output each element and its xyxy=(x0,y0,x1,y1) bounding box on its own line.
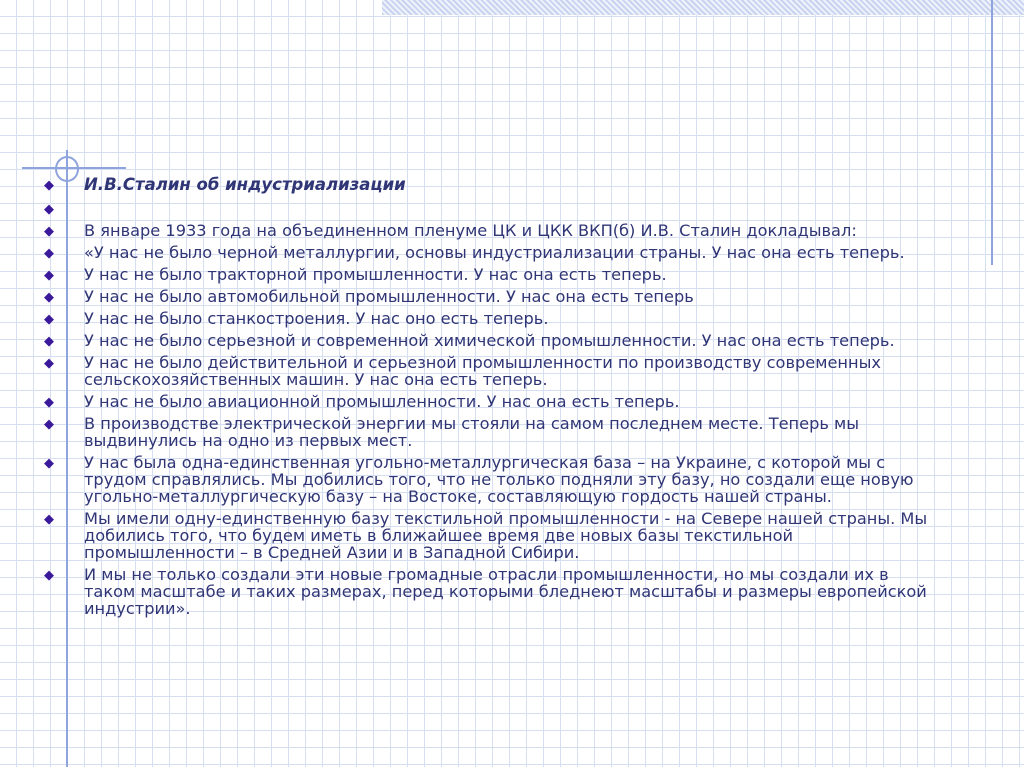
list-item-text: У нас не было тракторной промышленности. У нас она есть теперь. xyxy=(84,265,667,284)
title-text: И.В.Сталин об индустриализации xyxy=(84,175,406,194)
list-item xyxy=(44,222,944,239)
list-item-text xyxy=(84,200,944,217)
list-item xyxy=(44,244,944,261)
list-item xyxy=(44,200,944,217)
list-item xyxy=(44,310,944,327)
diamond-bullet-icon: ◆ xyxy=(44,512,54,527)
diamond-bullet-icon: ◆ xyxy=(44,395,54,410)
diamond-bullet-icon: ◆ xyxy=(44,356,54,371)
diamond-bullet-icon: ◆ xyxy=(44,246,54,261)
list-item-text: У нас не было автомобильной промышленности. У нас она есть теперь xyxy=(84,287,694,306)
list-item xyxy=(44,510,944,561)
list-item xyxy=(44,288,944,305)
bullet-list xyxy=(44,200,944,617)
slide-content xyxy=(44,176,944,622)
list-item-text: У нас не было станкостроения. У нас оно есть теперь. xyxy=(84,309,549,328)
diamond-bullet-icon: ◆ xyxy=(44,568,54,583)
list-item-text: У нас не было авиационной промышленности. У нас она есть теперь. xyxy=(84,392,680,411)
diamond-bullet-icon: ◆ xyxy=(44,178,54,193)
diamond-bullet-icon: ◆ xyxy=(44,417,54,432)
diamond-bullet-icon: ◆ xyxy=(44,202,54,217)
decorative-vertical-line xyxy=(991,0,993,265)
diamond-bullet-icon: ◆ xyxy=(44,268,54,283)
diamond-bullet-icon: ◆ xyxy=(44,224,54,239)
list-item xyxy=(44,266,944,283)
list-item-text: У нас не было серьезной и современной химической промышленности. У нас она есть теперь. xyxy=(84,331,895,350)
list-item-text: Мы имели одну-единственную базу текстильной промышленности - на Севере нашей страны. Мы добились того, что будем иметь в ближайшее время две новых базы текстильной промышленности – в Средней Азии и в Западной Сибири. xyxy=(84,509,928,562)
diamond-bullet-icon: ◆ xyxy=(44,312,54,327)
list-item-text: У нас не было действительной и серьезной промышленности по производству современных сельскохозяйственных машин. У нас она есть теперь. xyxy=(84,353,881,389)
list-item xyxy=(44,454,944,505)
slide-title xyxy=(44,176,944,193)
list-item-text: У нас была одна-единственная угольно-металлургическая база – на Украине, с которой мы с трудом справлялись. Мы добились того, что не только подняли эту базу, но создали еще новую угольно-металлургическую базу – на Востоке, составляющую гордость нашей страны. xyxy=(84,453,914,506)
list-item xyxy=(44,393,944,410)
diamond-bullet-icon: ◆ xyxy=(44,334,54,349)
list-item-text: В производстве электрической энергии мы стояли на самом последнем месте. Теперь мы выдвинулись на одно из первых мест. xyxy=(84,414,860,450)
decorative-top-band xyxy=(382,0,1024,15)
diamond-bullet-icon: ◆ xyxy=(44,456,54,471)
list-item-text: И мы не только создали эти новые громадные отрасли промышленности, но мы создали их в таком масштабе и таких размерах, перед которыми бледнеют масштабы и размеры европейской индустрии». xyxy=(84,565,927,618)
list-item xyxy=(44,415,944,449)
list-item-text: В январе 1933 года на объединенном пленуме ЦК и ЦКК ВКП(б) И.В. Сталин докладывал: xyxy=(84,221,857,240)
list-item-text: «У нас не было черной металлургии, основы индустриализации страны. У нас она есть теперь. xyxy=(84,243,905,262)
list-item xyxy=(44,354,944,388)
diamond-bullet-icon: ◆ xyxy=(44,290,54,305)
list-item xyxy=(44,332,944,349)
list-item xyxy=(44,566,944,617)
